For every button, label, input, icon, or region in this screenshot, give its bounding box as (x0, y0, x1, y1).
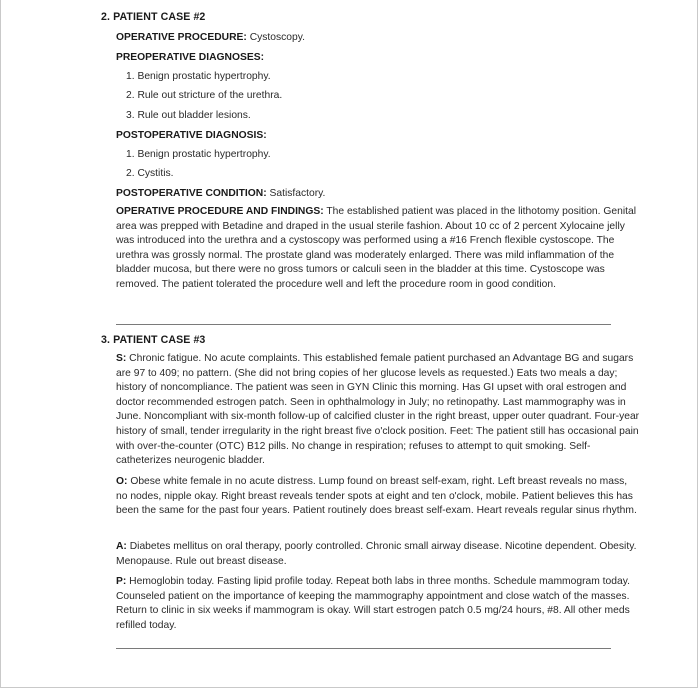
operative-findings-paragraph (116, 205, 641, 293)
preop-item-1: 1. Benign prostatic hypertrophy. (126, 71, 271, 82)
case3-heading: 3. PATIENT CASE #3 (101, 334, 206, 346)
objective-text: Obese white female in no acute distress. Lump found on breast self-exam, right. Left breast reveals no mass, no nodes, nipple okay. Right breast reveals tender spots at eight and ten o'clock, mobile. Patient believes this has been the same for the past four years. Patient routinely does breast self-exam. Heart reveals regular sinus rhythm. (116, 476, 637, 517)
postop-condition-value: Satisfactory. (266, 188, 326, 199)
findings-text: The established patient was placed in the lithotomy position. Genital area was prepped with Betadine and draped in the usual sterile fashion. About 10 cc of 2 percent Xylocaine jelly was introduced into the urethra and a cystoscopy was performed using a #16 French flexible cystoscope. The urethra was grossly normal. The prostate gland was moderately enlarged. There was mild inflammation of the bladder mucosa, but there were no gross tumors or calculi seen in the bladder at this time. Cystoscope was removed. The patient tolerated the procedure well and left the procedure room in good condition. (116, 206, 637, 290)
assessment-paragraph (116, 540, 641, 569)
plan-paragraph (116, 575, 641, 633)
preop-item-3: 3. Rule out bladder lesions. (126, 110, 251, 121)
case2-operative-procedure (116, 31, 305, 44)
preop-item-2: 2. Rule out stricture of the urethra. (126, 90, 283, 101)
objective-label: O: (116, 476, 128, 487)
subjective-label: S: (116, 353, 127, 364)
postop-item-1: 1. Benign prostatic hypertrophy. (126, 149, 271, 160)
postop-diagnosis-label: POSTOPERATIVE DIAGNOSIS: (116, 130, 267, 141)
operative-procedure-value: Cystoscopy. (246, 32, 306, 43)
objective-paragraph (116, 475, 641, 519)
answer-line-case3 (116, 648, 611, 649)
findings-label: OPERATIVE PROCEDURE AND FINDINGS: (116, 206, 324, 217)
plan-text: Hemoglobin today. Fasting lipid profile today. Repeat both labs in three months. Schedule mammogram today. Counseled patient on the importance of keeping the mammography appointment and close watch of the masses. Return to clinic in six weeks if mammogram is okay. Will start estrogen patch 0.5 mg/24 hours, #8. All other meds refilled today. (116, 576, 630, 631)
answer-line-case2 (116, 324, 611, 325)
postop-item-2: 2. Cystitis. (126, 168, 174, 179)
subjective-text: Chronic fatigue. No acute complaints. This established female patient purchased an Advantage BG and sugars are 97 to 409; no pattern. (She did not bring copies of her glucose levels as requested.) Eats two meals a day; history of noncompliance. The patient was seen in GYN Clinic this morning. Has GI upset with oral estrogen and doctor recommended estrogen patch. Seen in ophthalmology in July; no retinopathy. Last mammography was in June. Noncompliant with six-month follow-up of calcified cluster in the right breast, upper outer quadrant. Four-year history of small, tender irregularity in the right breast five o'clock position. Feet: The patient still has occasional pain with over-the-counter (OTC) B12 pills. No change in respiration; refuses to attempt to quit smoking. Self-catheterizes neurogenic bladder. (116, 353, 640, 467)
postop-condition-label: POSTOPERATIVE CONDITION: (116, 188, 267, 199)
subjective-paragraph (116, 352, 641, 469)
preop-diagnoses-label: PREOPERATIVE DIAGNOSES: (116, 52, 264, 63)
plan-label: P: (116, 576, 127, 587)
operative-procedure-label: OPERATIVE PROCEDURE: (116, 32, 247, 43)
postop-condition (116, 187, 325, 200)
assessment-label: A: (116, 541, 127, 552)
assessment-text: Diabetes mellitus on oral therapy, poorly controlled. Chronic small airway disease. Nicotine dependent. Obesity. Menopause. Rule out breast disease. (116, 541, 637, 567)
case2-heading: 2. PATIENT CASE #2 (101, 11, 206, 23)
